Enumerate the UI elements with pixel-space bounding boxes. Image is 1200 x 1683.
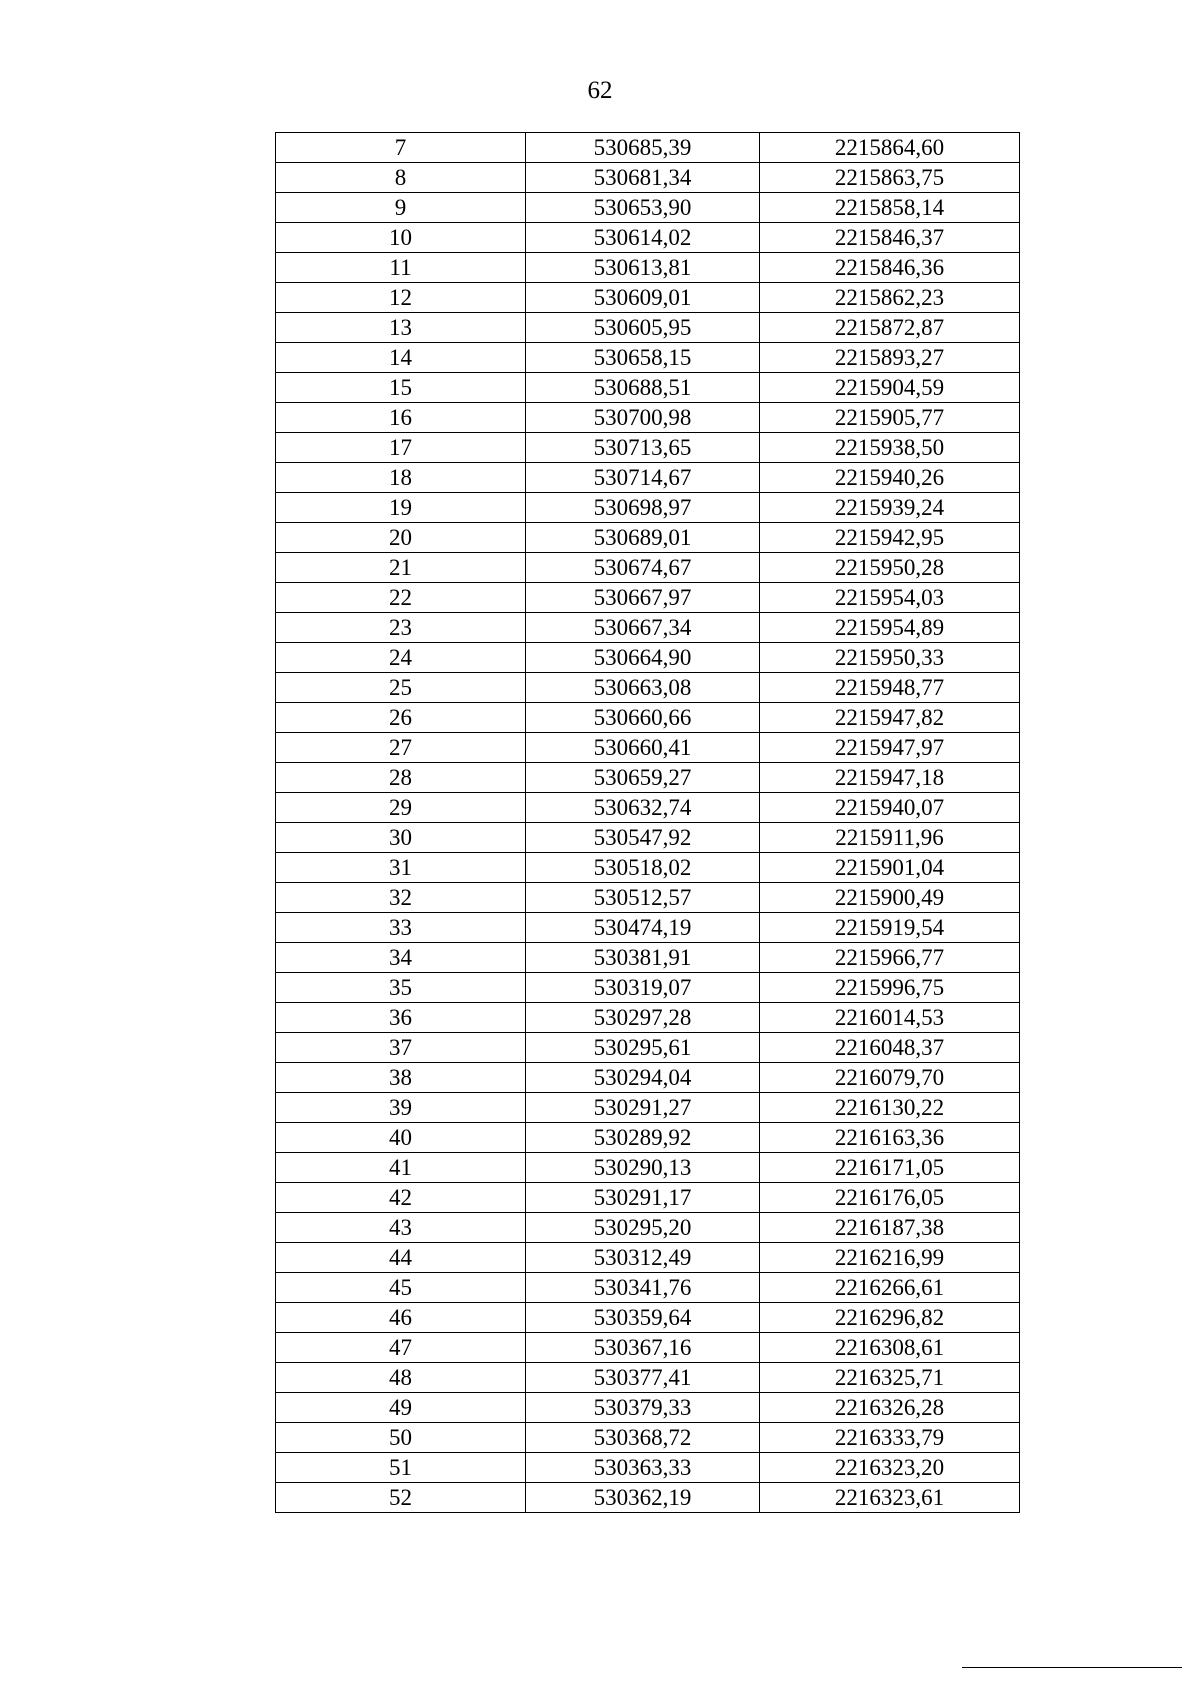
x-coordinate-cell: 530368,72 bbox=[526, 1423, 760, 1453]
table-row bbox=[276, 1273, 1020, 1303]
point-number-cell: 16 bbox=[276, 403, 526, 433]
y-coordinate-cell: 2215900,49 bbox=[760, 883, 1020, 913]
point-number-cell: 20 bbox=[276, 523, 526, 553]
x-coordinate-cell: 530295,61 bbox=[526, 1033, 760, 1063]
x-coordinate-cell: 530367,16 bbox=[526, 1333, 760, 1363]
table-row bbox=[276, 463, 1020, 493]
y-coordinate-cell: 2215938,50 bbox=[760, 433, 1020, 463]
point-number-cell: 21 bbox=[276, 553, 526, 583]
point-number-cell: 28 bbox=[276, 763, 526, 793]
y-coordinate-cell: 2215947,82 bbox=[760, 703, 1020, 733]
table-row bbox=[276, 1303, 1020, 1333]
table-row bbox=[276, 883, 1020, 913]
y-coordinate-cell: 2215996,75 bbox=[760, 973, 1020, 1003]
y-coordinate-cell: 2215947,18 bbox=[760, 763, 1020, 793]
x-coordinate-cell: 530613,81 bbox=[526, 253, 760, 283]
x-coordinate-cell: 530297,28 bbox=[526, 1003, 760, 1033]
table-row bbox=[276, 193, 1020, 223]
point-number-cell: 23 bbox=[276, 613, 526, 643]
table-row bbox=[276, 913, 1020, 943]
x-coordinate-cell: 530518,02 bbox=[526, 853, 760, 883]
x-coordinate-cell: 530291,17 bbox=[526, 1183, 760, 1213]
point-number-cell: 31 bbox=[276, 853, 526, 883]
point-number-cell: 47 bbox=[276, 1333, 526, 1363]
point-number-cell: 7 bbox=[276, 133, 526, 163]
y-coordinate-cell: 2215940,26 bbox=[760, 463, 1020, 493]
point-number-cell: 37 bbox=[276, 1033, 526, 1063]
point-number-cell: 9 bbox=[276, 193, 526, 223]
table-row bbox=[276, 343, 1020, 373]
y-coordinate-cell: 2215950,33 bbox=[760, 643, 1020, 673]
y-coordinate-cell: 2215966,77 bbox=[760, 943, 1020, 973]
coordinates-table bbox=[275, 132, 1020, 1513]
point-number-cell: 49 bbox=[276, 1393, 526, 1423]
x-coordinate-cell: 530664,90 bbox=[526, 643, 760, 673]
y-coordinate-cell: 2215911,96 bbox=[760, 823, 1020, 853]
y-coordinate-cell: 2216296,82 bbox=[760, 1303, 1020, 1333]
y-coordinate-cell: 2216130,22 bbox=[760, 1093, 1020, 1123]
y-coordinate-cell: 2216014,53 bbox=[760, 1003, 1020, 1033]
table-row bbox=[276, 1243, 1020, 1273]
table-row bbox=[276, 553, 1020, 583]
y-coordinate-cell: 2216216,99 bbox=[760, 1243, 1020, 1273]
y-coordinate-cell: 2215862,23 bbox=[760, 283, 1020, 313]
x-coordinate-cell: 530632,74 bbox=[526, 793, 760, 823]
point-number-cell: 18 bbox=[276, 463, 526, 493]
point-number-cell: 33 bbox=[276, 913, 526, 943]
point-number-cell: 36 bbox=[276, 1003, 526, 1033]
point-number-cell: 25 bbox=[276, 673, 526, 703]
page-number: 62 bbox=[587, 77, 613, 104]
x-coordinate-cell: 530689,01 bbox=[526, 523, 760, 553]
x-coordinate-cell: 530512,57 bbox=[526, 883, 760, 913]
point-number-cell: 12 bbox=[276, 283, 526, 313]
x-coordinate-cell: 530341,76 bbox=[526, 1273, 760, 1303]
point-number-cell: 52 bbox=[276, 1483, 526, 1513]
point-number-cell: 39 bbox=[276, 1093, 526, 1123]
point-number-cell: 19 bbox=[276, 493, 526, 523]
point-number-cell: 45 bbox=[276, 1273, 526, 1303]
table-row bbox=[276, 793, 1020, 823]
x-coordinate-cell: 530714,67 bbox=[526, 463, 760, 493]
x-coordinate-cell: 530295,20 bbox=[526, 1213, 760, 1243]
table-row bbox=[276, 1003, 1020, 1033]
table-row bbox=[276, 853, 1020, 883]
table-row bbox=[276, 583, 1020, 613]
y-coordinate-cell: 2216187,38 bbox=[760, 1213, 1020, 1243]
y-coordinate-cell: 2215901,04 bbox=[760, 853, 1020, 883]
table-row bbox=[276, 163, 1020, 193]
table-row bbox=[276, 523, 1020, 553]
y-coordinate-cell: 2215905,77 bbox=[760, 403, 1020, 433]
y-coordinate-cell: 2216333,79 bbox=[760, 1423, 1020, 1453]
y-coordinate-cell: 2215942,95 bbox=[760, 523, 1020, 553]
table-row bbox=[276, 733, 1020, 763]
y-coordinate-cell: 2215863,75 bbox=[760, 163, 1020, 193]
y-coordinate-cell: 2215954,03 bbox=[760, 583, 1020, 613]
x-coordinate-cell: 530290,13 bbox=[526, 1153, 760, 1183]
y-coordinate-cell: 2215872,87 bbox=[760, 313, 1020, 343]
x-coordinate-cell: 530685,39 bbox=[526, 133, 760, 163]
point-number-cell: 24 bbox=[276, 643, 526, 673]
point-number-cell: 42 bbox=[276, 1183, 526, 1213]
table-row bbox=[276, 283, 1020, 313]
point-number-cell: 51 bbox=[276, 1453, 526, 1483]
x-coordinate-cell: 530658,15 bbox=[526, 343, 760, 373]
point-number-cell: 50 bbox=[276, 1423, 526, 1453]
y-coordinate-cell: 2216323,20 bbox=[760, 1453, 1020, 1483]
x-coordinate-cell: 530474,19 bbox=[526, 913, 760, 943]
point-number-cell: 38 bbox=[276, 1063, 526, 1093]
y-coordinate-cell: 2216323,61 bbox=[760, 1483, 1020, 1513]
x-coordinate-cell: 530659,27 bbox=[526, 763, 760, 793]
table-row bbox=[276, 1093, 1020, 1123]
table-row bbox=[276, 223, 1020, 253]
x-coordinate-cell: 530381,91 bbox=[526, 943, 760, 973]
coordinates-table-body bbox=[276, 133, 1020, 1513]
x-coordinate-cell: 530289,92 bbox=[526, 1123, 760, 1153]
x-coordinate-cell: 530667,34 bbox=[526, 613, 760, 643]
point-number-cell: 14 bbox=[276, 343, 526, 373]
point-number-cell: 41 bbox=[276, 1153, 526, 1183]
point-number-cell: 22 bbox=[276, 583, 526, 613]
table-row bbox=[276, 493, 1020, 523]
point-number-cell: 34 bbox=[276, 943, 526, 973]
table-row bbox=[276, 1333, 1020, 1363]
y-coordinate-cell: 2215948,77 bbox=[760, 673, 1020, 703]
table-row bbox=[276, 703, 1020, 733]
y-coordinate-cell: 2215846,37 bbox=[760, 223, 1020, 253]
table-row bbox=[276, 1123, 1020, 1153]
y-coordinate-cell: 2216163,36 bbox=[760, 1123, 1020, 1153]
table-row bbox=[276, 1033, 1020, 1063]
table-row bbox=[276, 823, 1020, 853]
x-coordinate-cell: 530359,64 bbox=[526, 1303, 760, 1333]
y-coordinate-cell: 2215893,27 bbox=[760, 343, 1020, 373]
x-coordinate-cell: 530377,41 bbox=[526, 1363, 760, 1393]
x-coordinate-cell: 530294,04 bbox=[526, 1063, 760, 1093]
point-number-cell: 17 bbox=[276, 433, 526, 463]
table-row bbox=[276, 1213, 1020, 1243]
x-coordinate-cell: 530291,27 bbox=[526, 1093, 760, 1123]
y-coordinate-cell: 2215940,07 bbox=[760, 793, 1020, 823]
table-row bbox=[276, 1453, 1020, 1483]
table-row bbox=[276, 643, 1020, 673]
table-row bbox=[276, 1063, 1020, 1093]
point-number-cell: 35 bbox=[276, 973, 526, 1003]
table-row bbox=[276, 763, 1020, 793]
table-row bbox=[276, 373, 1020, 403]
x-coordinate-cell: 530698,97 bbox=[526, 493, 760, 523]
x-coordinate-cell: 530319,07 bbox=[526, 973, 760, 1003]
point-number-cell: 11 bbox=[276, 253, 526, 283]
table-row bbox=[276, 1483, 1020, 1513]
table-row bbox=[276, 133, 1020, 163]
point-number-cell: 43 bbox=[276, 1213, 526, 1243]
x-coordinate-cell: 530667,97 bbox=[526, 583, 760, 613]
y-coordinate-cell: 2215846,36 bbox=[760, 253, 1020, 283]
y-coordinate-cell: 2216308,61 bbox=[760, 1333, 1020, 1363]
y-coordinate-cell: 2216325,71 bbox=[760, 1363, 1020, 1393]
table-row bbox=[276, 943, 1020, 973]
point-number-cell: 29 bbox=[276, 793, 526, 823]
table-row bbox=[276, 1363, 1020, 1393]
point-number-cell: 44 bbox=[276, 1243, 526, 1273]
x-coordinate-cell: 530363,33 bbox=[526, 1453, 760, 1483]
y-coordinate-cell: 2216048,37 bbox=[760, 1033, 1020, 1063]
y-coordinate-cell: 2215950,28 bbox=[760, 553, 1020, 583]
point-number-cell: 8 bbox=[276, 163, 526, 193]
x-coordinate-cell: 530713,65 bbox=[526, 433, 760, 463]
point-number-cell: 26 bbox=[276, 703, 526, 733]
table-row bbox=[276, 1183, 1020, 1213]
x-coordinate-cell: 530674,67 bbox=[526, 553, 760, 583]
table-row bbox=[276, 313, 1020, 343]
table-row bbox=[276, 253, 1020, 283]
y-coordinate-cell: 2216326,28 bbox=[760, 1393, 1020, 1423]
y-coordinate-cell: 2216079,70 bbox=[760, 1063, 1020, 1093]
x-coordinate-cell: 530379,33 bbox=[526, 1393, 760, 1423]
point-number-cell: 40 bbox=[276, 1123, 526, 1153]
x-coordinate-cell: 530547,92 bbox=[526, 823, 760, 853]
y-coordinate-cell: 2216176,05 bbox=[760, 1183, 1020, 1213]
x-coordinate-cell: 530605,95 bbox=[526, 313, 760, 343]
x-coordinate-cell: 530312,49 bbox=[526, 1243, 760, 1273]
y-coordinate-cell: 2216266,61 bbox=[760, 1273, 1020, 1303]
x-coordinate-cell: 530653,90 bbox=[526, 193, 760, 223]
footer-rule bbox=[962, 1667, 1182, 1668]
point-number-cell: 10 bbox=[276, 223, 526, 253]
x-coordinate-cell: 530688,51 bbox=[526, 373, 760, 403]
y-coordinate-cell: 2216171,05 bbox=[760, 1153, 1020, 1183]
point-number-cell: 27 bbox=[276, 733, 526, 763]
x-coordinate-cell: 530663,08 bbox=[526, 673, 760, 703]
y-coordinate-cell: 2215864,60 bbox=[760, 133, 1020, 163]
x-coordinate-cell: 530609,01 bbox=[526, 283, 760, 313]
table-row bbox=[276, 673, 1020, 703]
point-number-cell: 15 bbox=[276, 373, 526, 403]
x-coordinate-cell: 530362,19 bbox=[526, 1483, 760, 1513]
table-row bbox=[276, 1153, 1020, 1183]
table-row bbox=[276, 1393, 1020, 1423]
x-coordinate-cell: 530614,02 bbox=[526, 223, 760, 253]
point-number-cell: 13 bbox=[276, 313, 526, 343]
y-coordinate-cell: 2215919,54 bbox=[760, 913, 1020, 943]
point-number-cell: 32 bbox=[276, 883, 526, 913]
table-row bbox=[276, 403, 1020, 433]
point-number-cell: 30 bbox=[276, 823, 526, 853]
y-coordinate-cell: 2215947,97 bbox=[760, 733, 1020, 763]
x-coordinate-cell: 530700,98 bbox=[526, 403, 760, 433]
x-coordinate-cell: 530660,66 bbox=[526, 703, 760, 733]
y-coordinate-cell: 2215939,24 bbox=[760, 493, 1020, 523]
point-number-cell: 48 bbox=[276, 1363, 526, 1393]
point-number-cell: 46 bbox=[276, 1303, 526, 1333]
y-coordinate-cell: 2215904,59 bbox=[760, 373, 1020, 403]
table-row bbox=[276, 973, 1020, 1003]
x-coordinate-cell: 530681,34 bbox=[526, 163, 760, 193]
x-coordinate-cell: 530660,41 bbox=[526, 733, 760, 763]
y-coordinate-cell: 2215954,89 bbox=[760, 613, 1020, 643]
table-row bbox=[276, 433, 1020, 463]
y-coordinate-cell: 2215858,14 bbox=[760, 193, 1020, 223]
table-row bbox=[276, 613, 1020, 643]
table-row bbox=[276, 1423, 1020, 1453]
